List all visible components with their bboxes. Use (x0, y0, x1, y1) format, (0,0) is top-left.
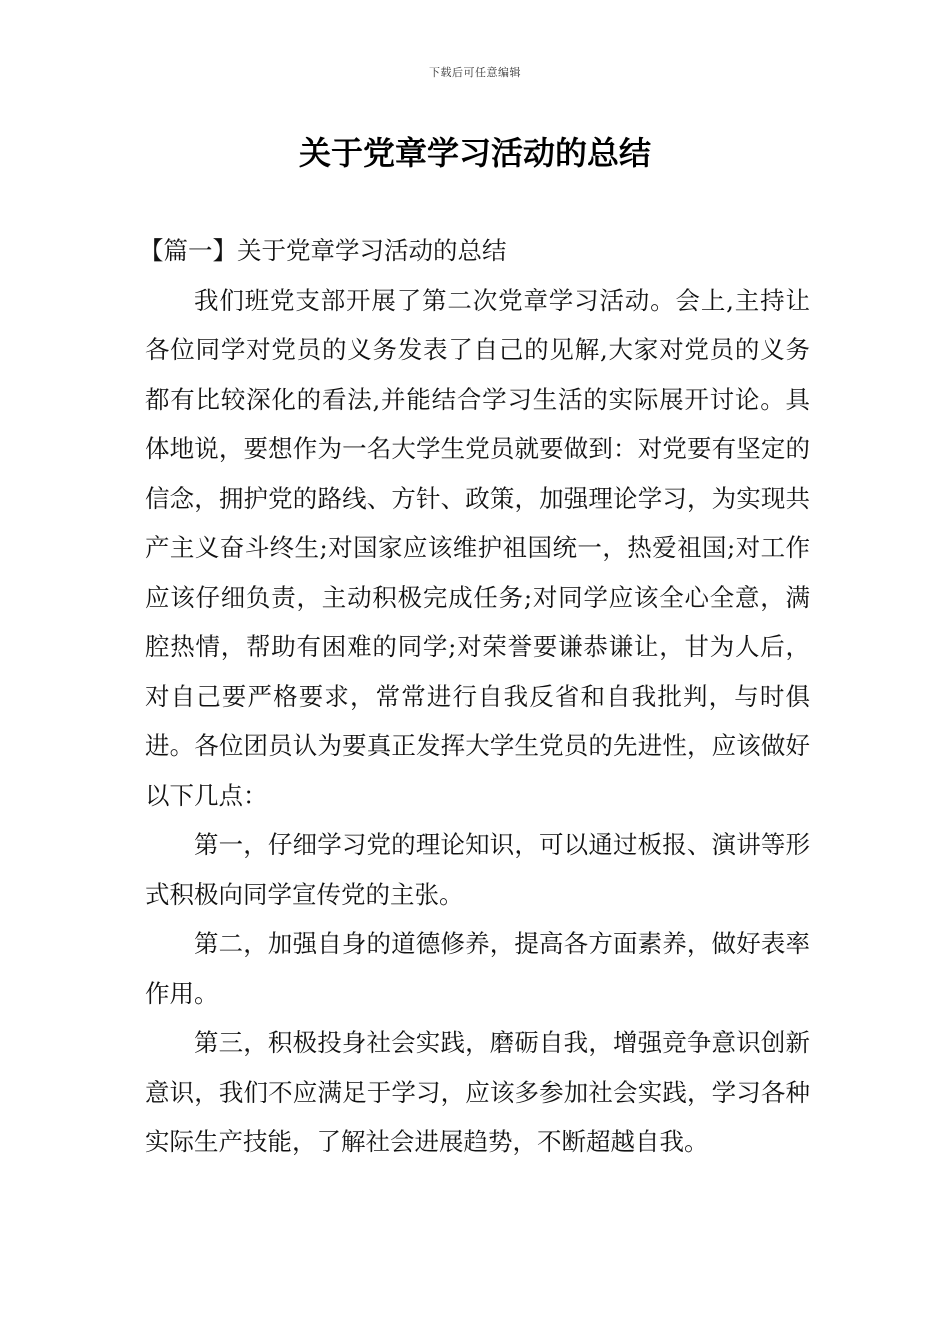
paragraph-point-two: 第二，加强自身的道德修养，提高各方面素养，做好表率作用。 (145, 929, 810, 1008)
header-note: 下载后可任意编辑 (429, 66, 521, 79)
paragraph-point-one: 第一，仔细学习党的理论知识，可以通过板报、演讲等形式积极向同学宣传党的主张。 (145, 830, 810, 909)
document-body (139, 226, 810, 1167)
page-title: 关于党章学习活动的总结 (298, 134, 651, 172)
paragraph-point-three: 第三，积极投身社会实践，磨砺自我，增强竞争意识创新意识，我们不应满足于学习，应该多参加社会实践，学习各种实际生产技能，了解社会进展趋势，不断超越自我。 (145, 1028, 810, 1156)
section-heading: 【篇一】关于党章学习活动的总结 (139, 236, 507, 265)
paragraph-intro: 我们班党支部开展了第二次党章学习活动。会上,主持让各位同学对党员的义务发表了自己的见解,大家对党员的义务都有比较深化的看法,并能结合学习生活的实际展开讨论。具体地说，要想作为一名大学生党员就要做到：对党要有坚定的信念，拥护党的路线、方针、政策，加强理论学习，为实现共产主义奋斗终生;对国家应该维护祖国统一，热爱祖国;对工作应该仔细负责，主动积极完成任务;对同学应该全心全意，满腔热情，帮助有困难的同学;对荣誉要谦恭谦让，甘为人后，对自己要严格要求，常常进行自我反省和自我批判，与时俱进。各位团员认为要真正发挥大学生党员的先进性，应该做好以下几点： (145, 285, 810, 810)
